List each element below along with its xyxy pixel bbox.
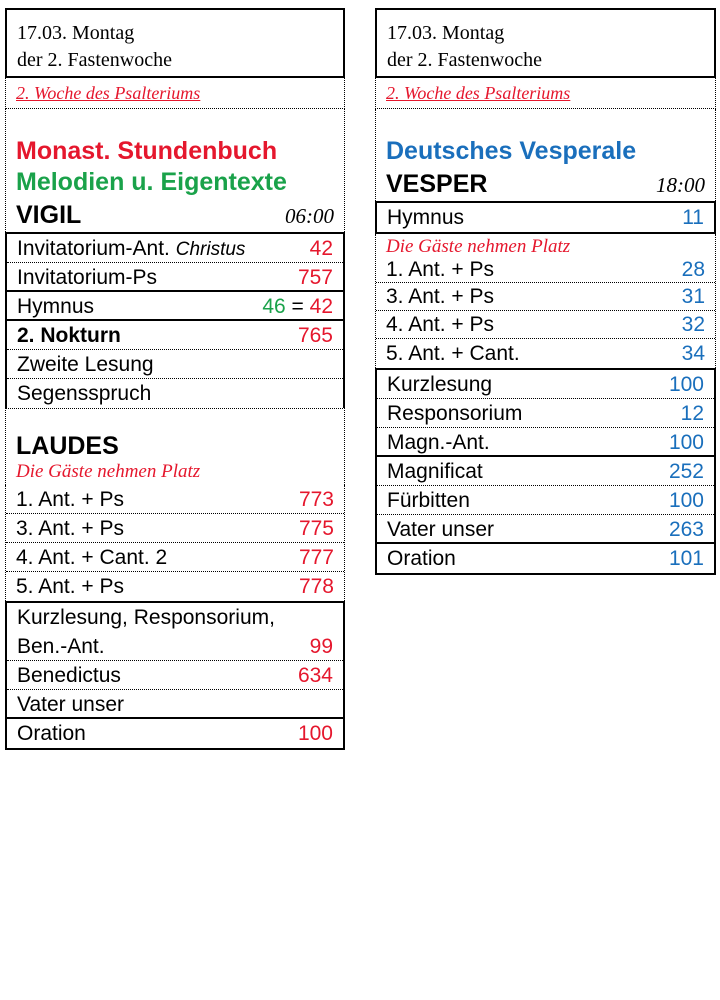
laudes-list xyxy=(5,485,345,601)
list-item: Invitatorium-Ps 757 xyxy=(7,263,343,292)
kurzlesung-box xyxy=(375,368,716,575)
book-title: Deutsches Vesperale xyxy=(386,137,637,165)
laudes-section xyxy=(5,408,345,485)
psalm-list xyxy=(375,234,716,368)
list-item: Invitatorium-Ant. Christus 42 xyxy=(7,234,343,263)
psalter-week: 2. Woche des Psalteriums xyxy=(375,78,716,109)
list-item: 2. Nokturn 765 xyxy=(7,321,343,350)
vigil-heading xyxy=(6,198,344,232)
list-item: 3. Ant. + Ps 31 xyxy=(376,283,715,311)
list-item: 5. Ant. + Ps 778 xyxy=(16,575,334,598)
day-label: der 2. Fastenwoche xyxy=(387,49,542,71)
date-header xyxy=(375,8,716,78)
list-item: Hymnus 11 xyxy=(387,206,704,229)
book-subtitle: Melodien u. Eigentexte xyxy=(16,168,287,196)
psalter-week: 2. Woche des Psalteriums xyxy=(5,78,345,109)
list-item: 4. Ant. + Ps 32 xyxy=(376,311,715,339)
list-item: Responsorium 12 xyxy=(377,399,714,428)
guests-note: Die Gäste nehmen Platz xyxy=(16,461,201,482)
list-item: 1. Ant. + Ps 28 xyxy=(376,256,715,283)
spacer xyxy=(6,109,344,136)
list-item: Kurzlesung, Responsorium, Ben.-Ant. 99 xyxy=(7,603,343,661)
list-item: Zweite Lesung xyxy=(7,350,343,379)
list-item: Oration 101 xyxy=(387,547,704,570)
date-header xyxy=(5,8,345,78)
vesper-heading xyxy=(376,167,715,201)
list-item: 1. Ant. + Ps 773 xyxy=(6,485,344,514)
laudes-heading xyxy=(6,429,344,459)
vigil-section xyxy=(5,109,345,232)
spacer xyxy=(376,109,715,136)
day-label: der 2. Fastenwoche xyxy=(17,49,172,71)
list-item: Oration 100 xyxy=(17,722,333,745)
date: 17.03. Montag xyxy=(387,22,505,44)
list-item: 5. Ant. + Cant. 34 xyxy=(386,342,705,365)
list-item: Fürbitten 100 xyxy=(377,486,714,515)
hour-title: VESPER xyxy=(386,170,488,198)
list-item: Kurzlesung 100 xyxy=(377,370,714,399)
list-item: Vater unser xyxy=(7,690,343,719)
date: 17.03. Montag xyxy=(17,22,135,44)
book-title: Monast. Stundenbuch xyxy=(16,137,278,165)
right-panel xyxy=(375,8,716,575)
list-item: Magnificat 252 xyxy=(377,457,714,486)
hour-time: 18:00 xyxy=(656,173,705,197)
guests-note: Die Gäste nehmen Platz xyxy=(386,236,571,257)
list-item: Vater unser 263 xyxy=(377,515,714,544)
laudes-end-list xyxy=(5,601,345,750)
left-panel xyxy=(5,8,345,750)
hymnus-box xyxy=(375,201,716,234)
list-item: 4. Ant. + Cant. 2 777 xyxy=(6,543,344,572)
list-item: Segensspruch xyxy=(17,382,152,405)
spacer xyxy=(6,409,344,429)
list-item: 3. Ant. + Ps 775 xyxy=(6,514,344,543)
list-item: Hymnus 46 = 42 xyxy=(7,292,343,321)
hour-time: 06:00 xyxy=(285,204,334,228)
list-item: Magn.-Ant. 100 xyxy=(377,428,714,457)
hour-title: VIGIL xyxy=(16,201,82,229)
hour-title: LAUDES xyxy=(16,432,119,460)
vesper-section xyxy=(375,109,716,201)
vigil-list xyxy=(5,232,345,408)
list-item: Benedictus 634 xyxy=(7,661,343,690)
